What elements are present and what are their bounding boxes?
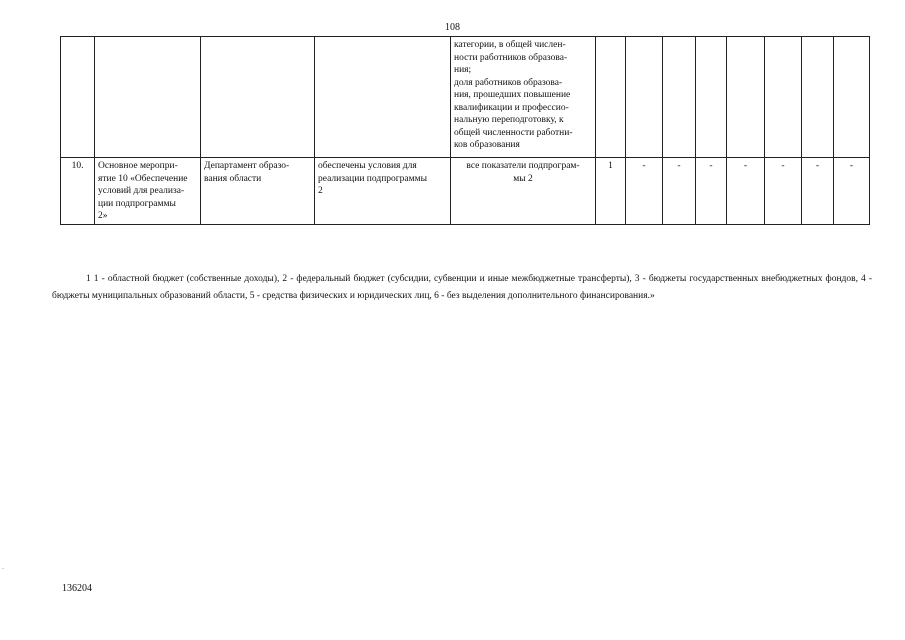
- table-row-continuation: [61, 37, 870, 158]
- cell-source: [765, 37, 802, 158]
- footnote: 1 1 - областной бюджет (собственные доходы), 2 - федеральный бюджет (субсидии, субвенции и иные межбюджетные трансферты), 3 - бюджеты государственных внебюджетных фондов, 4 - бюджеты муниципальных образований области, 5 - средства физических и юридических лиц, 6 - без выделения дополнительного финансирования.»: [52, 274, 872, 301]
- program-measures-table: [60, 36, 870, 225]
- page-number: 108: [445, 22, 460, 33]
- funding-source-cell: -: [696, 158, 727, 225]
- indicators-link: все показатели подпрограм- мы 2: [451, 158, 596, 225]
- cell-measure: [95, 37, 201, 158]
- cell-source: [663, 37, 696, 158]
- funding-source-cell: -: [765, 158, 802, 225]
- cell-source: [696, 37, 727, 158]
- funding-source-cell: -: [834, 158, 870, 225]
- cell-source: [834, 37, 870, 158]
- funding-source-cell: -: [727, 158, 765, 225]
- table-row: [61, 158, 870, 225]
- executor-name: Департамент образо- вания области: [201, 158, 315, 225]
- expected-result: обеспечены условия для реализации подпрограммы 2: [315, 158, 451, 225]
- measure-name: Основное меропри- ятие 10 «Обеспечение условий для реализа- ции подпрограммы 2»: [95, 158, 201, 225]
- funding-source-cell: -: [802, 158, 834, 225]
- cell-result: [315, 37, 451, 158]
- cell-source: [626, 37, 663, 158]
- funding-source-cell: -: [663, 158, 696, 225]
- funding-source-cell: -: [626, 158, 663, 225]
- document-code: 136204: [62, 583, 92, 594]
- cell-source: [596, 37, 626, 158]
- indicators-continuation-text: категории, в общей числен- ности работников образова- ния; доля работников образова- ния, прошедших повышение квалификации и профессио- нальную переподготовку, к общей численности работни- ков образования: [454, 40, 573, 150]
- cell-source: [727, 37, 765, 158]
- margin-mark: -: [2, 566, 4, 572]
- cell-number: [61, 37, 95, 158]
- cell-source: [802, 37, 834, 158]
- row-number: 10.: [61, 158, 95, 225]
- funding-source-cell: 1: [596, 158, 626, 225]
- cell-indicators: [451, 37, 596, 158]
- cell-executor: [201, 37, 315, 158]
